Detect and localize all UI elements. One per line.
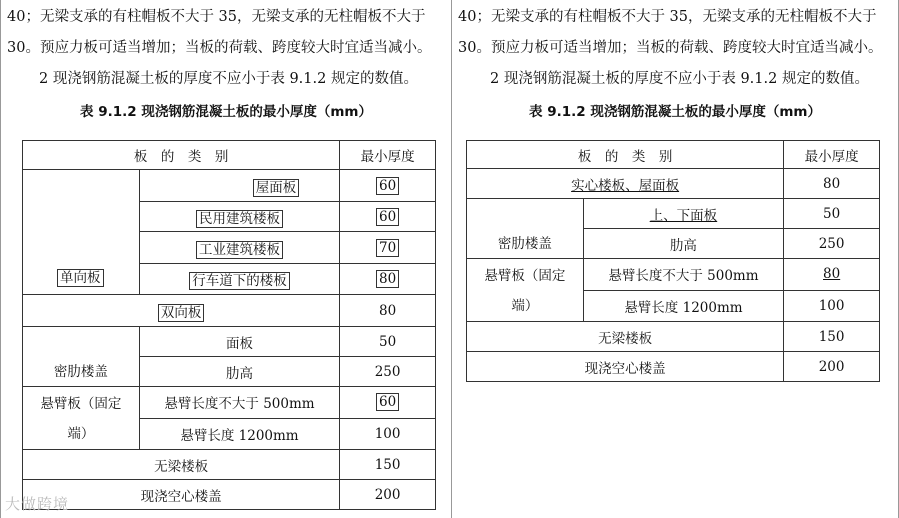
row-label: 面板 [139,327,339,357]
header-min-thickness: 最小厚度 [784,141,880,169]
row-label: 无梁楼板 [467,322,784,352]
row-value: 150 [340,450,436,480]
row-label: 民用建筑楼板 [196,210,283,228]
row-value: 70 [376,239,399,257]
row-value: 60 [376,393,399,411]
min-thickness-table-right [466,140,880,382]
cantilever-label-cell [467,259,584,322]
row-value: 200 [784,352,880,382]
table-row [23,387,436,419]
paragraph-line-1: 40；无梁支承的有柱帽板不大于 35，无梁支承的无柱帽板不大于 [7,9,426,25]
table-row [467,259,880,291]
paragraph-line-2: 30。预应力板可适当增加；当板的荷载、跨度较大时宜适当减小。 [458,40,883,56]
table-header-row [23,141,436,170]
row-value: 250 [340,357,436,387]
table-row [23,170,436,202]
paragraph-line-1: 40；无梁支承的有柱帽板不大于 35，无梁支承的无柱帽板不大于 [458,9,877,25]
row-label: 上、下面板 [649,207,718,224]
table-caption: 表 9.1.2 现浇钢筋混凝土板的最小厚度（mm） [529,104,821,120]
row-value: 60 [376,177,399,195]
row-value: 80 [340,295,436,327]
single-direction-cell [23,170,140,295]
row-value: 50 [340,327,436,357]
cantilever-label-cell [23,387,140,450]
row-label: 屋面板 [253,179,300,197]
row-value: 100 [784,290,880,322]
cantilever-label-line-2: 端） [67,426,95,442]
min-thickness-table-left [22,140,436,510]
row-value: 80 [823,266,841,283]
table-row [23,327,436,357]
row-label: 肋高 [139,357,339,387]
row-value: 200 [340,480,436,510]
row-label: 悬臂长度 1200mm [583,290,784,322]
row-value: 60 [376,208,399,226]
table-row [467,199,880,229]
paragraph-clause-2: 2 现浇钢筋混凝土板的厚度不应小于表 9.1.2 规定的数值。 [490,71,869,87]
header-type: 板 的 类 别 [467,141,784,169]
row-value: 250 [784,229,880,259]
row-label: 工业建筑楼板 [196,241,283,259]
table-header-row [467,141,880,169]
watermark: 大做跨境 [5,495,70,513]
table-row [467,322,880,352]
header-min-thickness: 最小厚度 [340,141,436,170]
cantilever-label-line-2: 端） [511,298,539,314]
row-value: 50 [784,199,880,229]
header-type: 板 的 类 别 [23,141,340,170]
row-value: 100 [340,418,436,450]
row-value: 80 [784,169,880,199]
ribbed-floor-label: 密肋楼盖 [467,199,584,259]
row-label: 悬臂长度 1200mm [139,418,339,450]
row-label: 肋高 [583,229,784,259]
row-label: 悬臂长度不大于 500mm [583,259,784,291]
row-value: 80 [376,270,399,288]
row-label: 实心楼板、屋面板 [571,177,680,194]
ribbed-floor-label: 密肋楼盖 [23,327,140,387]
cantilever-label-line-1: 悬臂板（固定 [484,268,566,284]
right-page [452,0,899,518]
table-caption: 表 9.1.2 现浇钢筋混凝土板的最小厚度（mm） [80,104,372,120]
table-row [467,352,880,382]
paragraph-line-2: 30。预应力板可适当增加；当板的荷载、跨度较大时宜适当减小。 [7,40,432,56]
row-label: 现浇空心楼盖 [23,480,340,510]
row-label: 无梁楼板 [23,450,340,480]
paragraph-clause-2: 2 现浇钢筋混凝土板的厚度不应小于表 9.1.2 规定的数值。 [39,71,418,87]
single-direction-label: 单向板 [57,269,104,287]
table-row [23,450,436,480]
row-value: 150 [784,322,880,352]
table-row [23,295,436,327]
table-row [467,169,880,199]
row-label: 双向板 [158,304,205,322]
cantilever-label-line-1: 悬臂板（固定 [40,396,122,412]
row-label: 悬臂长度不大于 500mm [139,387,339,419]
row-label: 行车道下的楼板 [189,272,290,290]
table-row [23,480,436,510]
row-label: 现浇空心楼盖 [467,352,784,382]
